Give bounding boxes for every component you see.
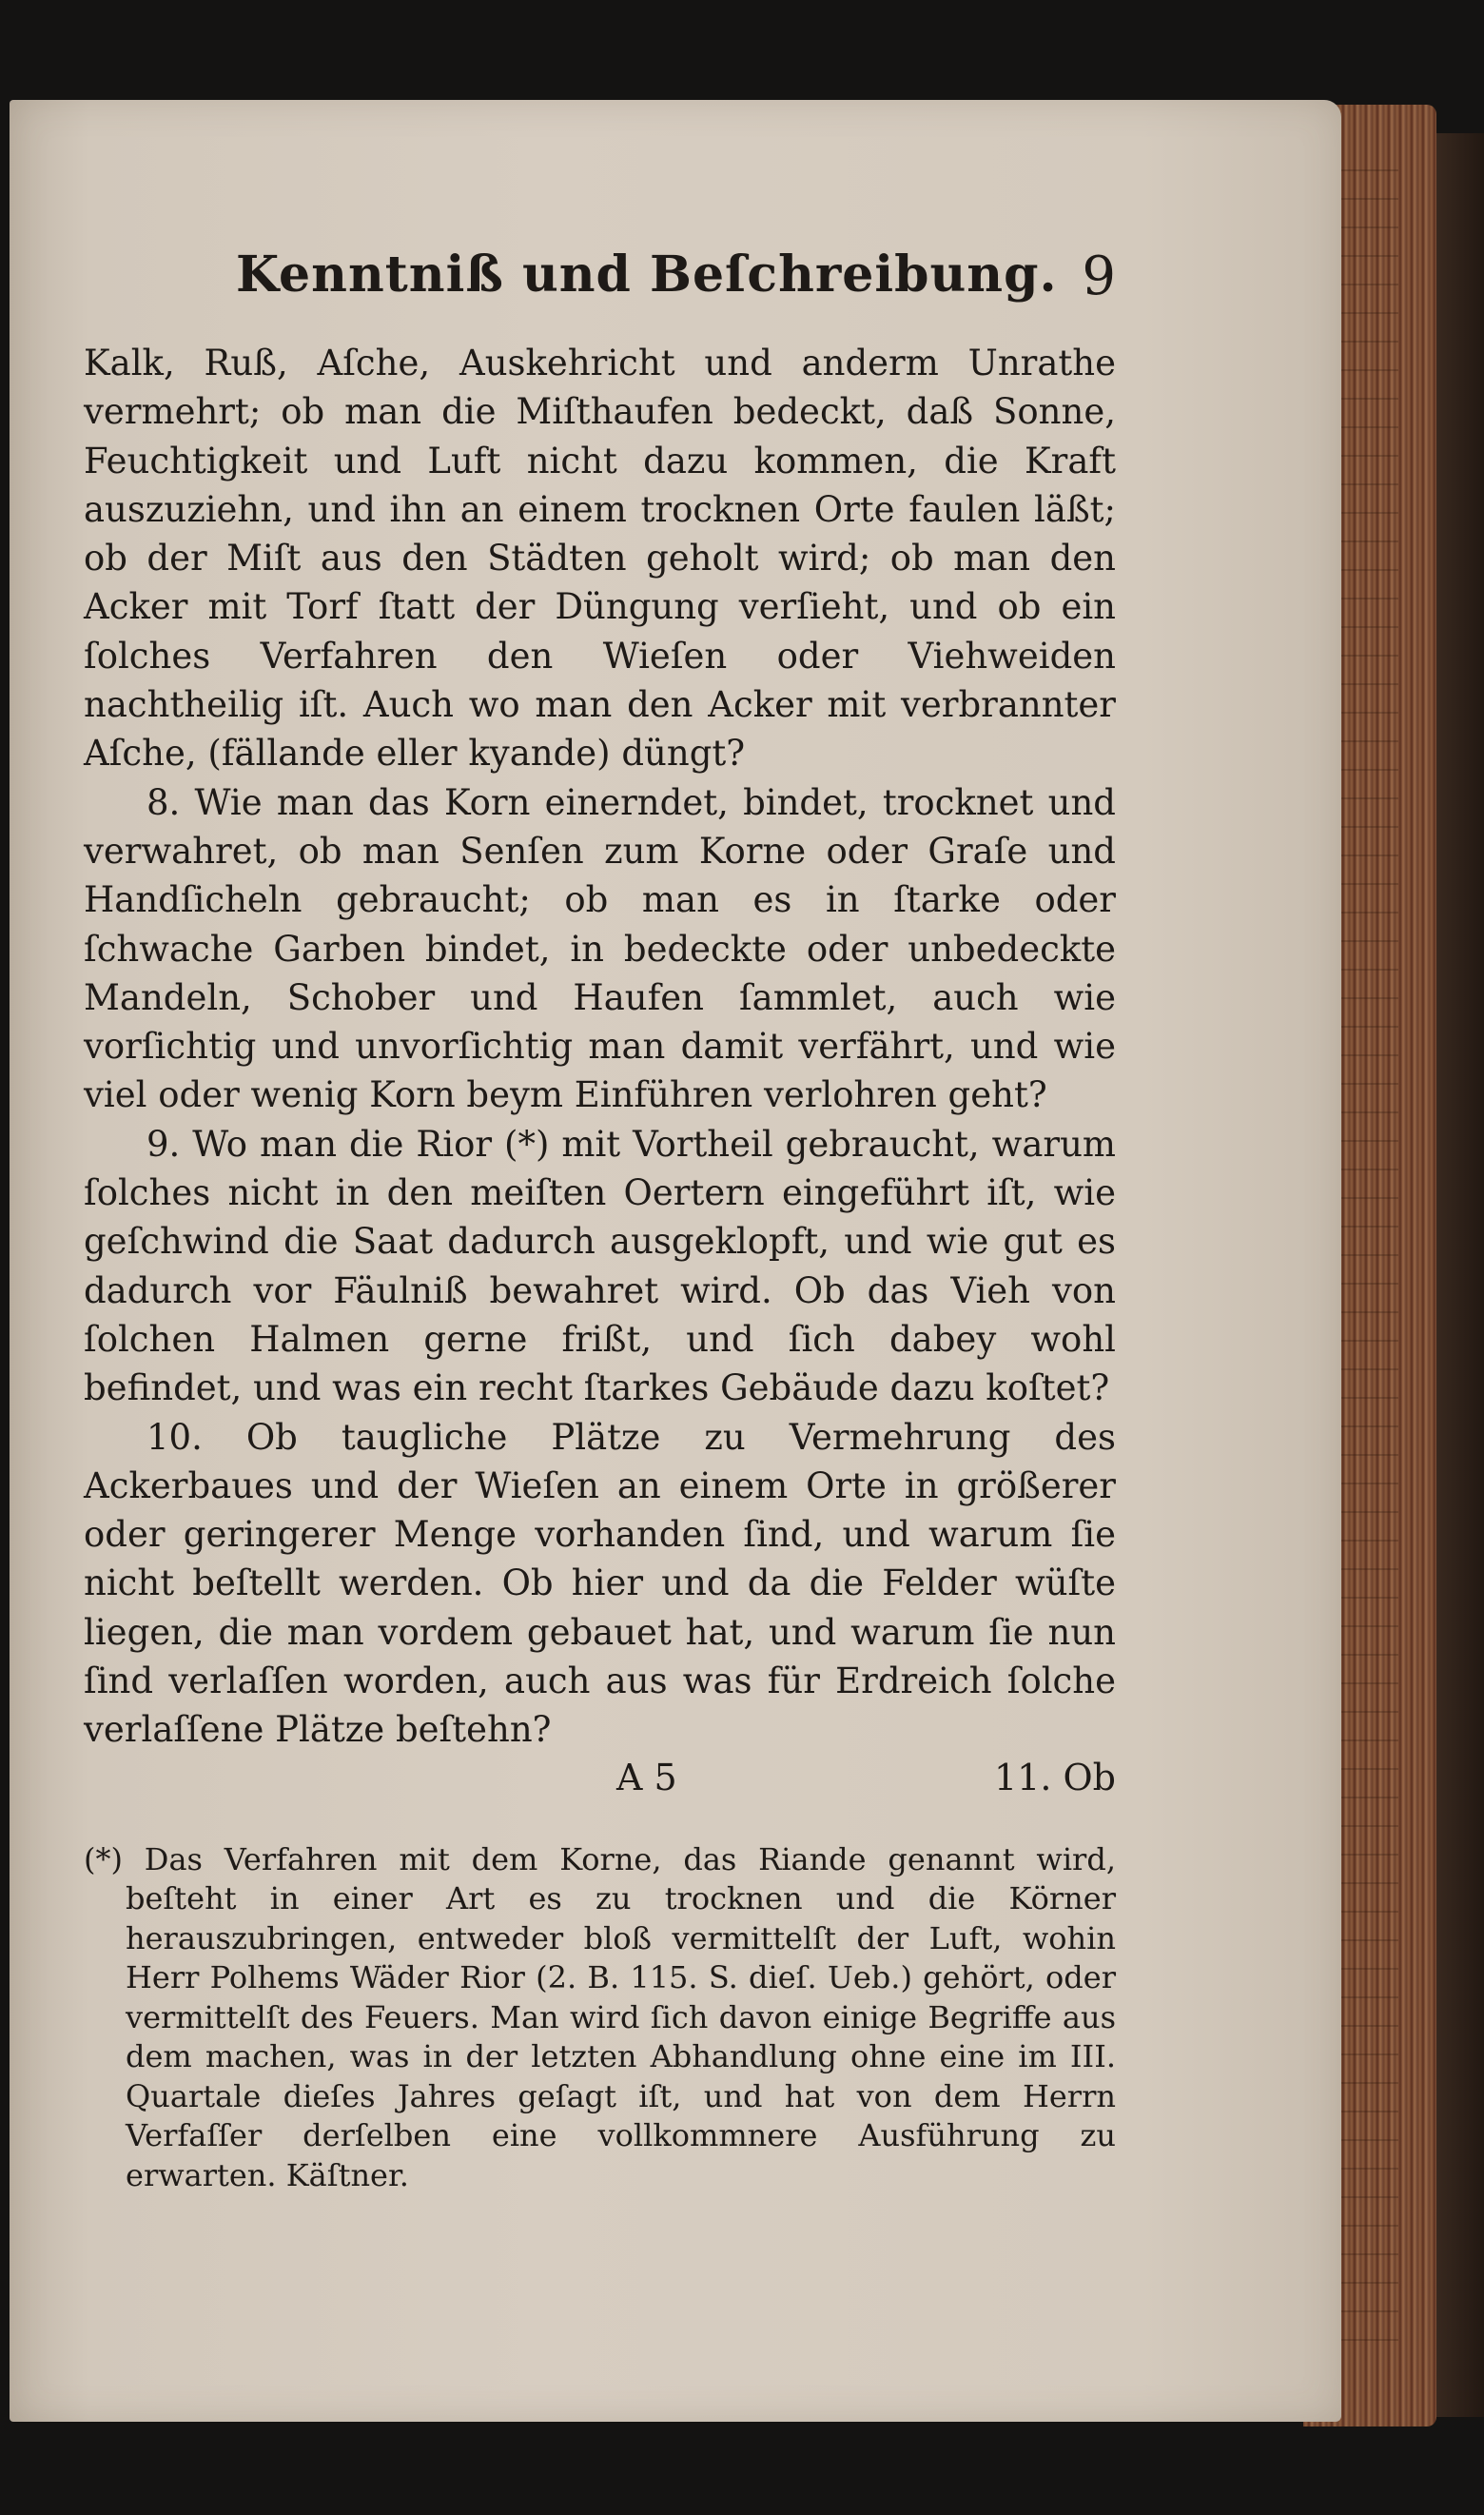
paragraph-continuation: Kalk, Ruß, Aſche, Auskehricht und anderm Unrathe vermehrt; ob man die Miſthaufen bedeckt, daß Sonne, Feuchtigkeit und Luft nicht dazu kommen, die Kraft auszuziehn, und ihn an einem trocknen Orte faulen läßt; ob der Miſt aus den Städten geholt wird; ob man den Acker mit Torf ſtatt der Düngung verſieht, und ob ein ſolches Verfahren den Wieſen oder Viehweiden nachtheilig iſt. Auch wo man den Acker mit verbrannter Aſche, (fällande eller kyande) düngt?: [84, 343, 1116, 775]
paragraph-item-9: 9. Wo man die Rior (*) mit Vortheil gebraucht, warum ſolches nicht in den meiſten Oertern eingeführt iſt, wie geſchwind die Saat dadurch ausgeklopft, und wie gut es dadurch vor Fäulniß bewahret wird. Ob das Vieh von ſolchen Halmen gerne frißt, und ſich dabey wohl befindet, und was ein recht ſtarkes Gebäude dazu koſtet?: [84, 1123, 1116, 1409]
catchline: [84, 1757, 1116, 1806]
signature-mark: A 5: [616, 1756, 677, 1798]
paragraph-item-8: 8. Wie man das Korn einerndet, bindet, trocknet und verwahret, ob man Senſen zum Korne oder Graſe und Handſicheln gebraucht; ob man es in ſtarke oder ſchwache Garben bindet, in bedeckte oder unbedeckte Mandeln, Schober und Haufen ſammlet, auch wie vorſichtig und unvorſichtig man damit verfährt, und wie viel oder wenig Korn beym Einführen verlohren geht?: [84, 781, 1116, 1116]
footnote: (*) Das Verfahren mit dem Korne, das Riande genannt wird, beſteht in einer Art es zu trocknen und die Körner herauszubringen, entweder bloß vermittelſt der Luft, wohin Herr Polhems Wäder Rior (2. B. 115. S. dieſ. Ueb.) gehört, oder vermittelſt des Feuers. Man wird ſich davon einige Begriffe aus dem machen, was in der letzten Abhandlung ohne eine im III. Quartale dieſes Jahres geſagt iſt, und hat von dem Herrn Verfaſſer derſelben eine vollkommnere Ausführung zu erwarten. Käſtner.: [84, 1840, 1116, 2193]
page-header: [84, 246, 1116, 322]
running-title: Kenntniß und Beſchreibung.: [236, 246, 1058, 304]
book-cover-edge: [1432, 133, 1484, 2417]
page-number: 9: [1082, 246, 1116, 307]
catchword: 11. Ob: [994, 1756, 1116, 1798]
paragraph-item-10: 10. Ob taugliche Plätze zu Vermehrung des Ackerbaues und der Wieſen an einem Orte in größerer oder geringerer Menge vorhanden ſind, und warum ſie nicht beſtellt werden. Ob hier und da die Felder wüſte liegen, die man vordem gebauet hat, und warum ſie nun ſind verlaſſen worden, auch aus was für Erdreich ſolche verlaſſene Plätze beſtehn?: [84, 1416, 1116, 1751]
page-text-area: [84, 246, 1116, 2226]
